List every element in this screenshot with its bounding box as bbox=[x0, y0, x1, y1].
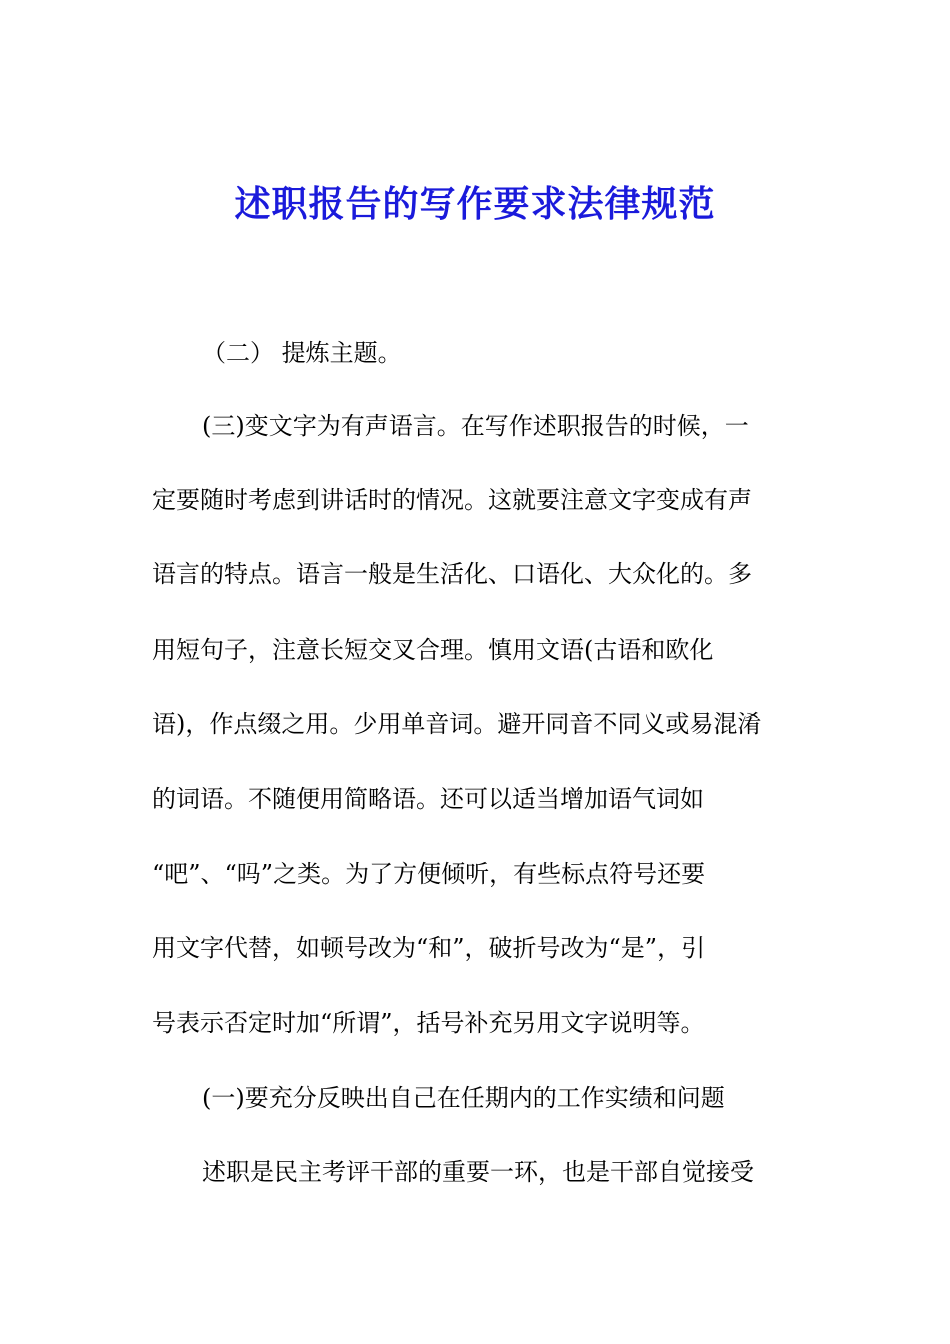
document-title: 述职报告的写作要求法律规范 bbox=[234, 183, 716, 225]
text-line: 语言的特点。语言一般是生活化、口语化、大众化的。多 bbox=[152, 560, 752, 588]
section-heading: (一)要充分反映出自己在任期内的工作实绩和问题 bbox=[202, 1084, 725, 1112]
text-line: 语)，作点缀之用。少用单音词。避开同音不同义或易混淆 bbox=[152, 710, 762, 738]
text-line: （二） 提炼主题。 bbox=[202, 339, 402, 367]
text-line: 用短句子，注意长短交叉合理。慎用文语(古语和欧化 bbox=[152, 636, 714, 664]
text-line: 用文字代替，如顿号改为“和”，破折号改为“是”，引 bbox=[152, 934, 706, 962]
text-line: 的词语。不随便用简略语。还可以适当增加语气词如 bbox=[152, 785, 704, 813]
text-line: 述职是民主考评干部的重要一环，也是干部自觉接受 bbox=[202, 1158, 754, 1186]
text-line: 号表示否定时加“所谓”，括号补充另用文字说明等。 bbox=[152, 1009, 705, 1037]
text-line: “吧”、“吗”之类。为了方便倾听，有些标点符号还要 bbox=[152, 860, 706, 888]
text-line: 定要随时考虑到讲话时的情况。这就要注意文字变成有声 bbox=[152, 486, 752, 514]
text-line: (三)变文字为有声语言。在写作述职报告的时候，一 bbox=[202, 412, 749, 440]
